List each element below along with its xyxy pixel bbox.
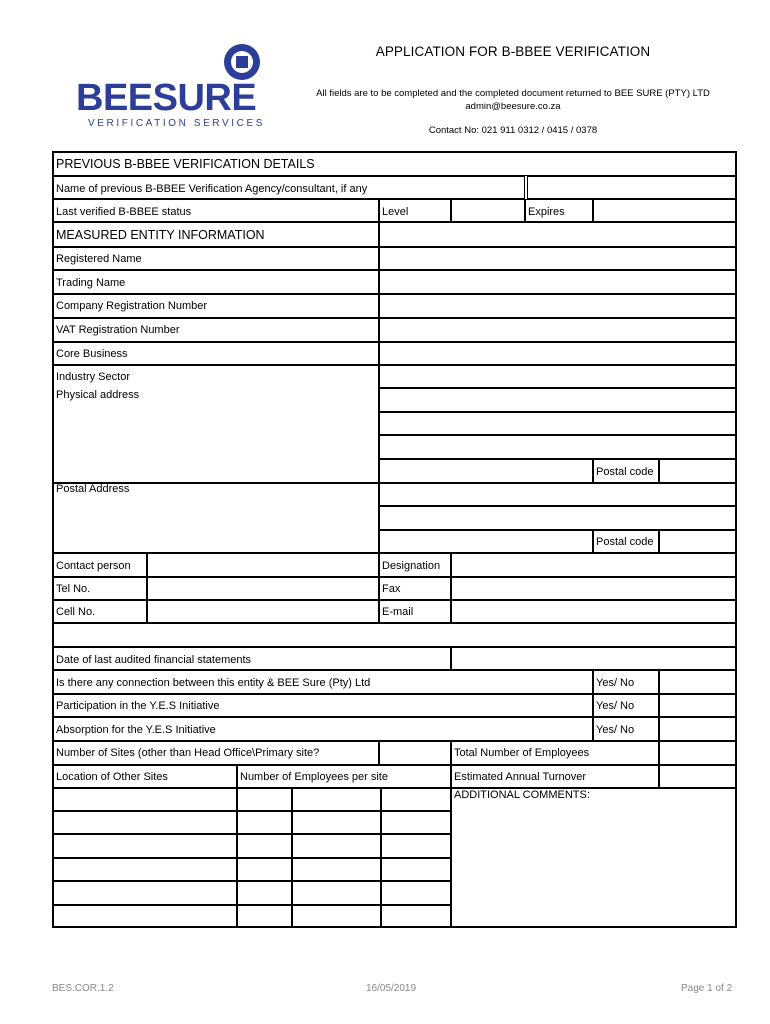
site-cell[interactable] (52, 858, 237, 881)
site-cell[interactable] (237, 858, 292, 881)
site-cell[interactable] (381, 788, 451, 811)
designation-label: Designation (382, 560, 441, 572)
trading-name-label: Trading Name (56, 277, 126, 289)
site-cell[interactable] (237, 881, 292, 905)
site-cell[interactable] (292, 881, 381, 905)
instruction-text: All fields are to be completed and the completed document returned to BEE SURE (PTY) LTD (316, 88, 710, 99)
postal-address-line-1[interactable] (379, 483, 737, 506)
logo-bee: BEE (76, 77, 153, 119)
site-cell[interactable] (292, 834, 381, 858)
employees-per-site-label: Number of Employees per site (240, 771, 388, 783)
vat-reg-field[interactable] (379, 318, 737, 342)
footer-code: BES.COR.1.2 (52, 983, 114, 994)
cell-label: Cell No. (56, 606, 96, 618)
tel-label: Tel No. (56, 583, 91, 595)
industry-sector-label: Industry Sector (56, 371, 130, 383)
contact-text: Contact No: 021 911 0312 / 0415 / 0378 (428, 125, 598, 136)
site-cell[interactable] (52, 881, 237, 905)
logo-wordmark (76, 78, 256, 118)
agency-label: Name of previous B-BBEE Verification Agency/consultant, if any (56, 183, 368, 195)
absorption-field[interactable] (659, 717, 737, 741)
site-cell[interactable] (381, 881, 451, 905)
trading-name-field[interactable] (379, 270, 737, 294)
num-sites-label: Number of Sites (other than Head Office\Primary site? (56, 747, 320, 759)
comments-label: ADDITIONAL COMMENTS: (454, 789, 590, 801)
postal-address-label: Postal Address (56, 483, 130, 495)
agency-field[interactable] (527, 176, 737, 199)
postal-address-line-3[interactable] (379, 530, 593, 553)
location-sites-label: Location of Other Sites (56, 771, 168, 783)
logo-tagline: VERIFICATION SERVICES (88, 118, 266, 129)
blank-spacer-row (52, 623, 737, 647)
core-business-field[interactable] (379, 342, 737, 365)
physical-address-line-2[interactable] (379, 412, 737, 435)
cell-field[interactable] (147, 600, 379, 623)
site-cell[interactable] (52, 788, 237, 811)
entity-heading: MEASURED ENTITY INFORMATION (56, 228, 265, 242)
audited-date-field[interactable] (451, 647, 737, 670)
site-cell[interactable] (237, 811, 292, 834)
expires-field[interactable] (593, 199, 737, 222)
registered-name-field[interactable] (379, 247, 737, 270)
participation-label: Participation in the Y.E.S Initiative (56, 700, 220, 712)
page-title: APPLICATION FOR B-BBEE VERIFICATION (375, 44, 651, 59)
site-cell[interactable] (292, 788, 381, 811)
previous-heading: PREVIOUS B-BBEE VERIFICATION DETAILS (56, 157, 315, 171)
site-cell[interactable] (237, 788, 292, 811)
site-cell[interactable] (52, 834, 237, 858)
yes-no-label-2: Yes/ No (596, 700, 635, 712)
site-cell[interactable] (292, 811, 381, 834)
total-employees-field[interactable] (659, 741, 737, 765)
company-reg-label: Company Registration Number (56, 300, 208, 312)
email-label: E-mail (382, 606, 414, 618)
level-label: Level (382, 206, 409, 218)
industry-sector-field[interactable] (379, 365, 737, 388)
physical-address-line-3[interactable] (379, 435, 737, 459)
physical-address-line-4[interactable] (379, 459, 593, 483)
site-cell[interactable] (292, 905, 381, 928)
expires-label: Expires (528, 206, 565, 218)
email-field[interactable] (451, 600, 737, 623)
total-employees-label: Total Number of Employees (454, 747, 590, 759)
core-business-label: Core Business (56, 348, 128, 360)
num-sites-field[interactable] (379, 741, 451, 765)
turnover-field[interactable] (659, 765, 737, 788)
comments-box[interactable] (451, 788, 737, 928)
site-cell[interactable] (381, 834, 451, 858)
postal-code-field-2[interactable] (659, 530, 737, 553)
site-cell[interactable] (292, 858, 381, 881)
email-text: admin@beesure.co.za (465, 101, 561, 112)
designation-field[interactable] (451, 553, 737, 577)
logo-emblem-icon (222, 42, 262, 82)
fax-label: Fax (382, 583, 401, 595)
site-cell[interactable] (52, 811, 237, 834)
site-cell[interactable] (381, 858, 451, 881)
postal-code-field-1[interactable] (659, 459, 737, 483)
footer-date: 16/05/2019 (366, 983, 417, 994)
logo-sure: SURE (152, 77, 257, 119)
fax-field[interactable] (451, 577, 737, 600)
physical-address-line-1[interactable] (379, 388, 737, 412)
postal-code-label-1: Postal code (596, 466, 654, 478)
yes-no-label-1: Yes/ No (596, 677, 635, 689)
absorption-label: Absorption for the Y.E.S Initiative (56, 724, 216, 736)
site-cell[interactable] (237, 905, 292, 928)
postal-address-line-2[interactable] (379, 506, 737, 530)
yes-no-label-3: Yes/ No (596, 724, 635, 736)
contact-person-field[interactable] (147, 553, 379, 577)
site-cell[interactable] (381, 905, 451, 928)
tel-field[interactable] (147, 577, 379, 600)
turnover-label: Estimated Annual Turnover (454, 771, 587, 783)
registered-name-label: Registered Name (56, 253, 142, 265)
connection-field[interactable] (659, 670, 737, 694)
participation-field[interactable] (659, 694, 737, 717)
status-label: Last verified B-BBEE status (56, 206, 192, 218)
site-cell[interactable] (237, 834, 292, 858)
level-field[interactable] (451, 199, 525, 222)
site-cell[interactable] (52, 905, 237, 928)
footer-page: Page 1 of 2 (681, 983, 733, 994)
site-cell[interactable] (381, 811, 451, 834)
company-reg-field[interactable] (379, 294, 737, 318)
postal-code-label-2: Postal code (596, 536, 654, 548)
entity-heading-blank (379, 222, 737, 247)
audited-date-label: Date of last audited financial statements (56, 654, 252, 666)
physical-address-label: Physical address (56, 389, 140, 401)
vat-reg-label: VAT Registration Number (56, 324, 180, 336)
connection-label: Is there any connection between this entity & BEE Sure (Pty) Ltd (56, 677, 371, 689)
contact-person-label: Contact person (56, 560, 131, 572)
